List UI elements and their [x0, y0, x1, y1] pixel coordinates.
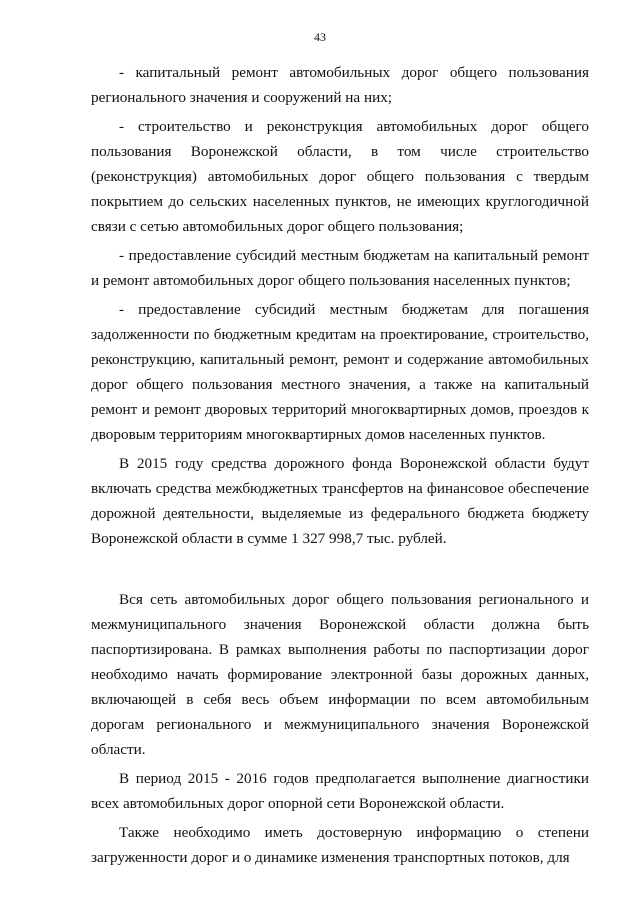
paragraph-subsidies-repair: - предоставление субсидий местным бюджетам на капитальный ремонт и ремонт автомобильных дорог общего пользования населенных пунктов;	[91, 247, 589, 289]
paragraph-diagnostics: В период 2015 - 2016 годов предполагается выполнение диагностики всех автомобильных дорог опорной сети Воронежской области.	[91, 770, 589, 812]
paragraph-subsidies-debt: - предоставление субсидий местным бюджетам для погашения задолженности по бюджетным кредитам на проектирование, строительство, реконструкцию, капитальный ремонт, ремонт и содержание автомобильных дорог общего пользования местного значения, а также на капитальный ремонт и ремонт дворовых территорий многоквартирных домов, проездов к дворовым территориям многоквартирных домов населенных пунктов.	[91, 301, 589, 443]
paragraph-traffic-info: Также необходимо иметь достоверную информацию о степени загруженности дорог и о динамике изменения транспортных потоков, для	[91, 824, 589, 866]
page-number: 43	[314, 30, 326, 44]
document-body	[91, 60, 589, 870]
paragraph-road-passports: Вся сеть автомобильных дорог общего пользования регионального и межмуниципального значения Воронежской области должна быть паспортизирована. В рамках выполнения работы по паспортизации дорог необходимо начать формирование электронной базы дорожных данных, включающей в себя весь объем информации по всем автомобильным дорогам регионального и межмуниципального значения Воронежской области.	[91, 591, 589, 758]
paragraph-construction: - строительство и реконструкция автомобильных дорог общего пользования Воронежской области, в том числе строительство (реконструкция) автомобильных дорог общего пользования с твердым покрытием до сельских населенных пунктов, не имеющих круглогодичной связи с сетью автомобильных дорог общего пользования;	[91, 118, 589, 235]
paragraph-road-fund-2015: В 2015 году средства дорожного фонда Воронежской области будут включать средства межбюджетных трансфертов на финансовое обеспечение дорожной деятельности, выделяемые из федерального бюджета бюджету Воронежской области в сумме 1 327 998,7 тыс. рублей.	[91, 455, 589, 547]
paragraph-capital-repair: - капитальный ремонт автомобильных дорог общего пользования регионального значения и сооружений на них;	[91, 64, 589, 106]
